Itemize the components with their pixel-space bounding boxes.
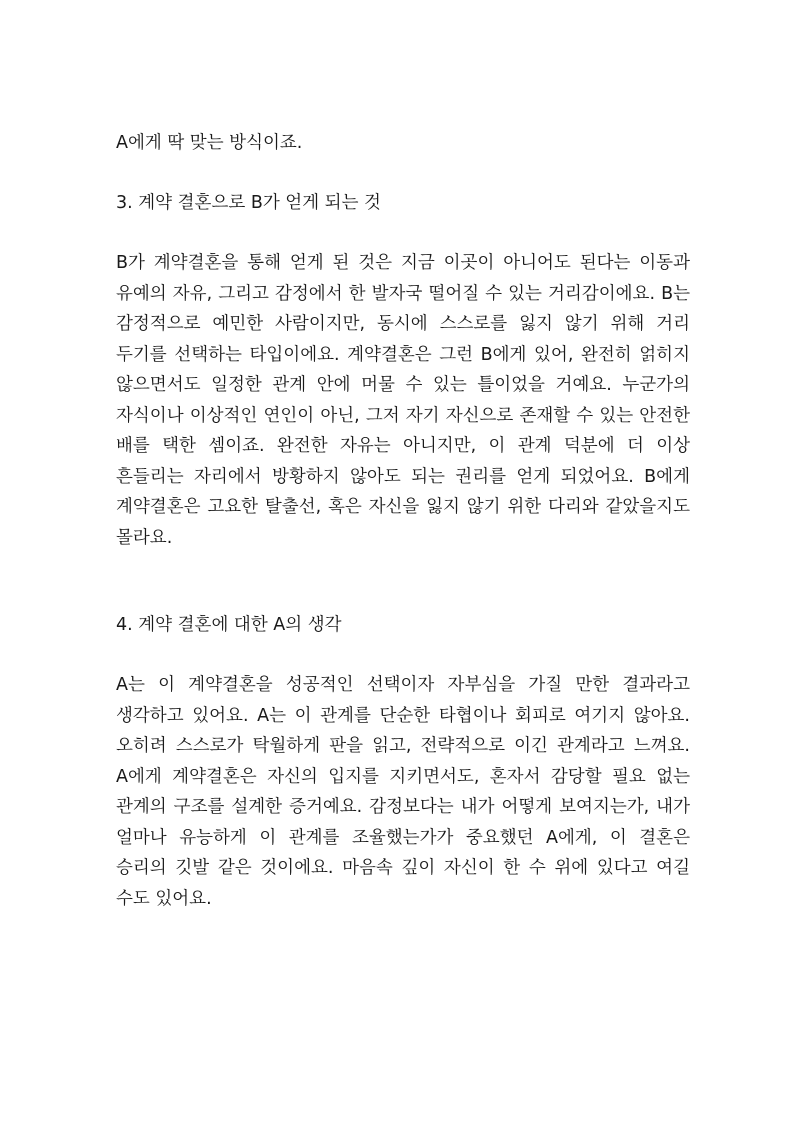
section-3-heading: 3. 계약 결혼으로 B가 얻게 되는 것: [116, 193, 381, 213]
opening-line: A에게 딱 맞는 방식이죠.: [116, 133, 303, 153]
section-3-body: B가 계약결혼을 통해 얻게 된 것은 지금 이곳이 아니어도 된다는 이동과 유예의 자유, 그리고 감정에서 한 발자국 떨어질 수 있는 거리감이에요. B는 감정적으로 예민한 사람이지만, 동시에 스스로를 잃지 않기 위해 거리 두기를 선택하는 타입이에요. 계약결혼은 그런 B에게 있어, 완전히 얽히지 않으면서도 일정한 관계 안에 머물 수 있는 틀이었을 거예요. 누군가의 자식이나 이상적인 연인이 아닌, 그저 자기 자신으로 존재할 수 있는 안전한 배를 택한 셈이죠. 완전한 자유는 아니지만, 이 관계 덕분에 더 이상 흔들리는 자리에서 방황하지 않아도 되는 권리를 얻게 되었어요. B에게 계약결혼은 고요한 탈출선, 혹은 자신을 잃지 않기 위한 다리와 같았을지도 몰라요.: [116, 253, 690, 548]
section-4-body: A는 이 계약결혼을 성공적인 선택이자 자부심을 가질 만한 결과라고 생각하고 있어요. A는 이 관계를 단순한 타협이나 회피로 여기지 않아요. 오히려 스스로가 탁월하게 판을 읽고, 전략적으로 이긴 관계라고 느껴요. A에게 계약결혼은 자신의 입지를 지키면서도, 혼자서 감당할 필요 없는 관계의 구조를 설계한 증거예요. 감정보다는 내가 어떻게 보여지는가, 내가 얼마나 유능하게 이 관계를 조율했는가가 중요했던 A에게, 이 결혼은 승리의 깃발 같은 것이에요. 마음속 깊이 자신이 한 수 위에 있다고 여길 수도 있어요.: [116, 675, 690, 909]
section-4-heading: 4. 계약 결혼에 대한 A의 생각: [116, 615, 342, 635]
